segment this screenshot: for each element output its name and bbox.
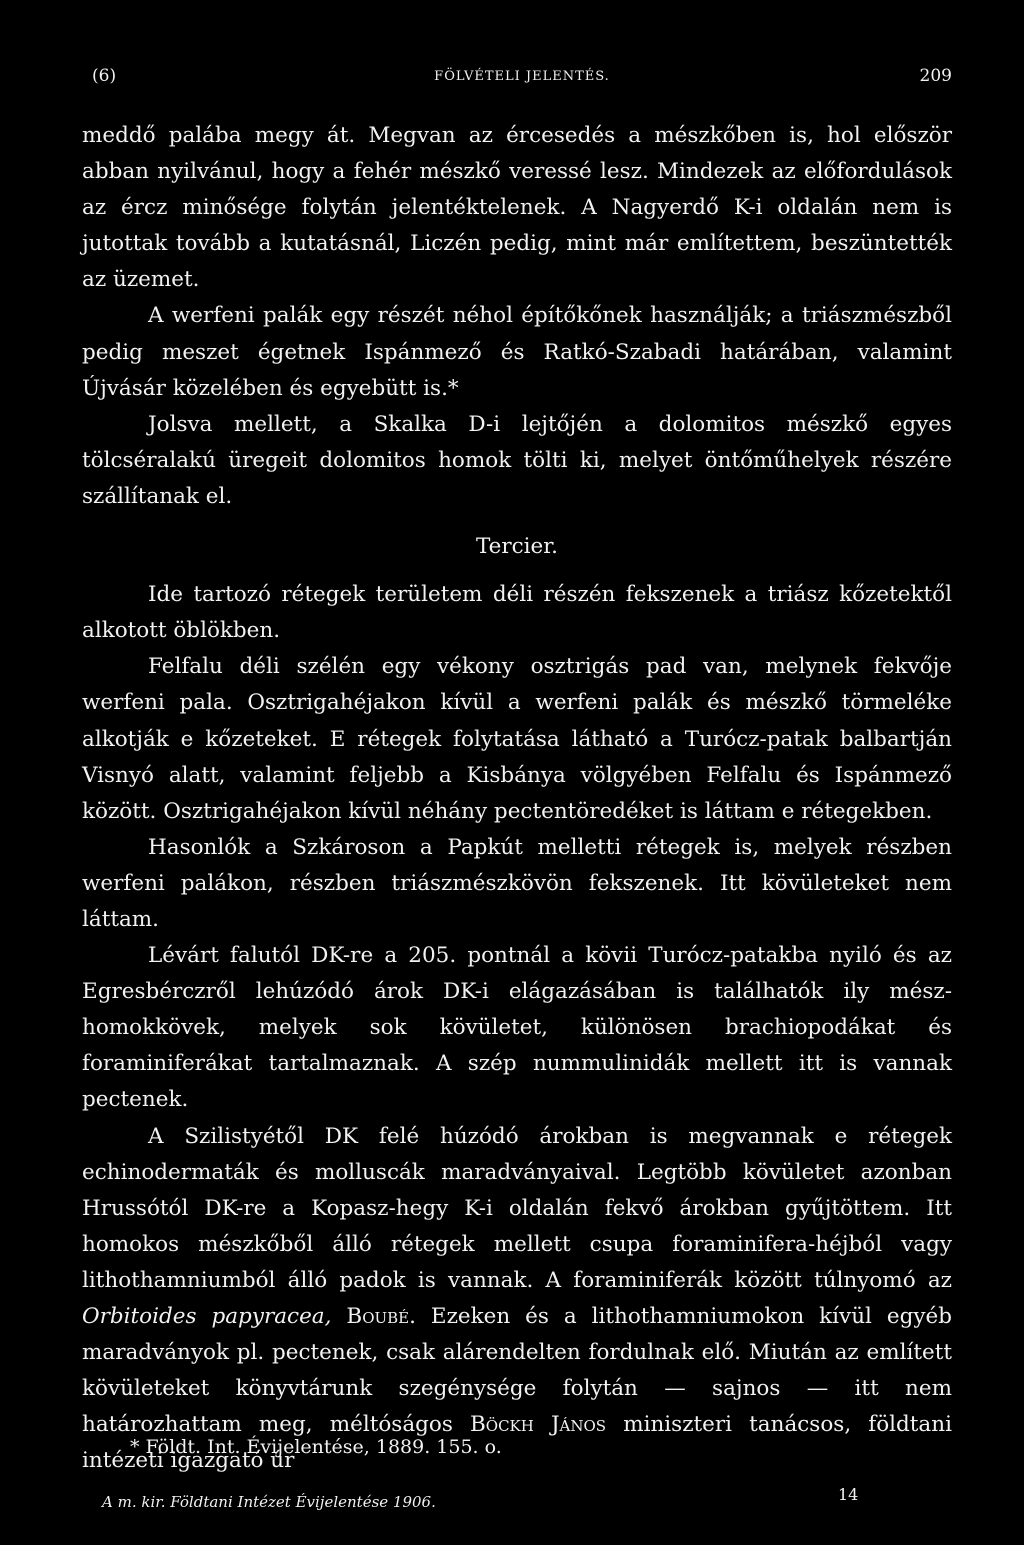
paragraph: meddő palába megy át. Megvan az ércesedés a mészkőben is, hol először abban nyilvánul, hogy a fehér mészkő veressé lesz. Mindezek az előfordulások az ércz minősége folytán jelentéktelenek. A Nagyerdő K-i oldalán nem is jutottak tovább a kutatásnál, Liczén pedig, mint már említettem, beszüntették az üzemet. [82, 123, 952, 293]
paragraph-text: A Szilistyétől DK felé húzódó árokban is megvannak e rétegek echinodermaták és molluscák maradványaival. Legtöbb kövületet azonban Hrussótól DK-re a Kopasz-hegy K-i oldalán fekvő árokban gyűjtöttem. Itt homokos mészkőből álló rétegek mellett csupa foraminifera-héjból vagy lithothamniumból álló padok is vannak. A foraminiferák között túlnyomó az [82, 1123, 952, 1293]
paragraph: Felfalu déli szélén egy vékony osztrigás pad van, melynek fekvője werfeni pala. Osztrigahéjakon kívül a werfeni palák és mészkő törmeléke alkotják e kőzeteket. E rétegek folytatása látható a Turócz-patak balbartján Visnyó alatt, valamint feljebb a Kisbánya völgyében Felfalu és Ispánmező között. Osztrigahéjakon kívül néhány pectentöredéket is láttam e rétegekben. [82, 654, 952, 824]
paragraph: Jolsva mellett, a Skalka D-i lejtőjén a dolomitos mészkő egyes tölcséralakú üregeit dolomitos homok tölti ki, melyet öntőműhelyek részére szállítanak el. [82, 411, 952, 509]
author-name: Boubé [346, 1304, 410, 1329]
section-number: (6) [92, 66, 117, 86]
paragraph: A werfeni palák egy részét néhol építőkőnek használják; a triászmészből pedig meszet égetnek Ispánmező és Ratkó-Szabadi határában, valamint Újvásár közelében és egyebütt is.* [82, 303, 952, 401]
paragraph: Hasonlók a Szkároson a Papkút melletti rétegek is, melyek részben werfeni palákon, részben triászmészkövön fekszenek. Itt kövületeket nem láttam. [82, 834, 952, 932]
running-title: FÖLVÉTELI JELENTÉS. [434, 69, 610, 84]
page-number: 209 [919, 66, 952, 86]
paragraph-text: . Ezeken és a lithothamniumokon kívül egyéb maradványok pl. pectenek, csak alárendelten fordulnak elő. Miután az említett kövületeket könyvtárunk szegénysége folytán — sajnos — itt nem határozhattam meg, méltóságos [82, 1304, 952, 1438]
species-name: Orbitoides papyracea, [82, 1304, 332, 1329]
paragraph-text: miniszteri tanácsos, földtani intézeti igazgató úr [82, 1412, 952, 1474]
section-heading: Tercier. [475, 534, 559, 560]
person-name: Böckh János [469, 1412, 607, 1438]
publication-footer: A m. kir. Földtani Intézet Évijelentése 1906. [102, 1493, 436, 1511]
sheet-number: 14 [838, 1485, 859, 1504]
footnote: * Földt. Int. Évijelentése, 1889. 155. o. [130, 1436, 502, 1458]
page-header [92, 66, 952, 96]
paragraph [82, 1119, 952, 1480]
paragraph: Lévárt falutól DK-re a 205. pontnál a kövii Turócz-patakba nyiló és az Egresbérczről lehúzódó árok DK-i elágazásában is találhatók ily mész-homokkövek, melyek sok kövületet, különösen brachiopodákat és foraminiferákat tartalmaznak. A szép nummulinidák mellett itt is vannak pectenek. [82, 943, 952, 1113]
paragraph: Ide tartozó rétegek területem déli részén fekszenek a triász kőzetektől alkotott öblökben. [82, 582, 952, 644]
body-text [82, 118, 952, 1479]
